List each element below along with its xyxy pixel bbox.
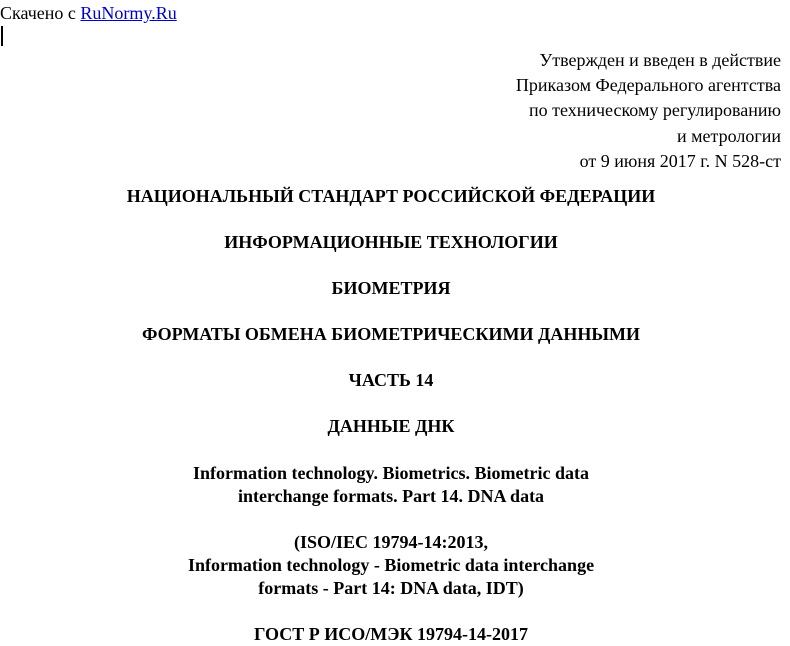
english-title-line: Information technology. Biometrics. Biometric data (193, 463, 589, 483)
runormy-link[interactable]: RuNormy.Ru (80, 3, 177, 23)
source-attribution (0, 2, 177, 24)
approval-line: и метрологии (677, 125, 781, 146)
gost-number: ГОСТ Р ИСО/МЭК 19794-14-2017 (254, 624, 528, 644)
biometrics-heading: БИОМЕТРИЯ (331, 278, 451, 298)
formats-heading: ФОРМАТЫ ОБМЕНА БИОМЕТРИЧЕСКИМИ ДАННЫМИ (141, 324, 641, 344)
part-heading: ЧАСТЬ 14 (348, 370, 434, 390)
approval-line: Приказом Федерального агентства (515, 75, 781, 96)
approval-line: по техническому регулированию (528, 100, 781, 121)
approval-line: Утвержден и введен в действие (539, 50, 781, 70)
text-cursor (1, 26, 3, 46)
iso-reference-line: Information technology - Biometric data interchange (187, 555, 595, 575)
approval-line: от 9 июня 2017 г. N 528-ст (579, 150, 781, 171)
english-title-line: interchange formats. Part 14. DNA data (237, 486, 545, 506)
info-tech-heading: ИНФОРМАЦИОННЫЕ ТЕХНОЛОГИИ (224, 232, 558, 252)
dna-heading: ДАННЫЕ ДНК (327, 416, 455, 436)
approval-block (516, 48, 781, 174)
source-prefix: Скачено с (0, 3, 81, 23)
iso-reference-line: formats - Part 14: DNA data, IDT) (258, 578, 524, 598)
iso-reference-line: (ISO/IEC 19794-14:2013, (293, 532, 488, 552)
national-standard-heading: НАЦИОНАЛЬНЫЙ СТАНДАРТ РОССИЙСКОЙ ФЕДЕРАЦИИ (126, 186, 656, 206)
